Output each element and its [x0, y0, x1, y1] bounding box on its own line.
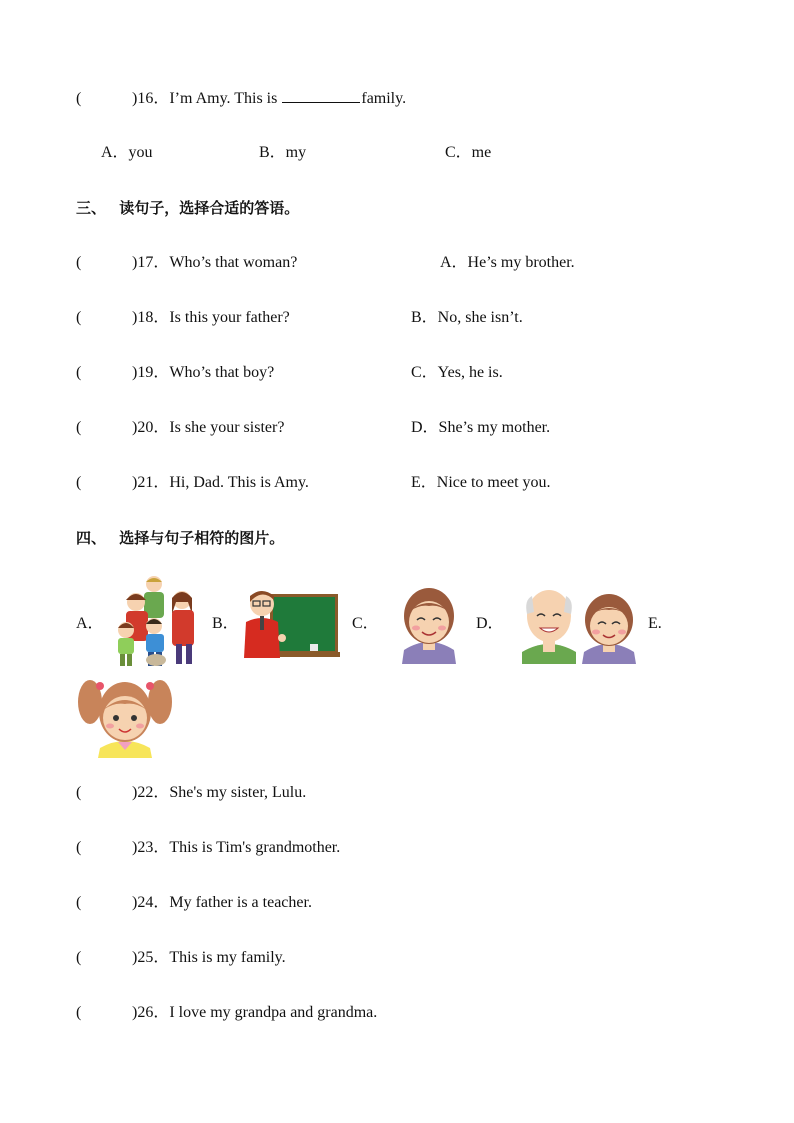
- question-23: ( )23．This is Tim's grandmother.: [76, 839, 341, 856]
- question-17: ( )17．Who’s that woman?: [76, 254, 298, 271]
- answer-b: B．No, she isn’t.: [411, 309, 523, 326]
- answer-paren[interactable]: (: [76, 1004, 82, 1021]
- question-24: ( )24．My father is a teacher.: [76, 894, 312, 911]
- answer-c: C．Yes, he is.: [411, 364, 503, 381]
- teacher-picture: [244, 586, 340, 660]
- section-number: 三、: [76, 199, 107, 217]
- girl-picture: [76, 674, 174, 758]
- answer-paren[interactable]: (: [76, 254, 82, 271]
- answer-a: A．He’s my brother.: [440, 254, 575, 271]
- fill-blank[interactable]: [282, 88, 360, 103]
- question-20: ( )20．Is she your sister?: [76, 419, 285, 436]
- section-title: 选择与句子相符的图片。: [119, 529, 285, 547]
- question-text-after: family.: [361, 90, 407, 107]
- question-26: ( )26．I love my grandpa and grandma.: [76, 1004, 378, 1021]
- pic-label-b: B．: [212, 615, 239, 632]
- answer-paren[interactable]: (: [76, 419, 82, 436]
- grandparents-picture: [520, 578, 638, 664]
- section-4-heading: [76, 528, 284, 548]
- option-b: B．my: [259, 144, 307, 161]
- question-22: ( )22．She's my sister, Lulu.: [76, 784, 307, 801]
- answer-paren[interactable]: (: [76, 90, 82, 107]
- option-c: C．me: [445, 144, 492, 161]
- pic-label-c: C．: [352, 615, 379, 632]
- section-number: 四、: [76, 529, 107, 547]
- question-19: ( )19．Who’s that boy?: [76, 364, 275, 381]
- section-3-heading: [76, 198, 299, 218]
- answer-paren[interactable]: (: [76, 839, 82, 856]
- answer-paren[interactable]: (: [76, 309, 82, 326]
- pic-label-e: E.: [648, 615, 662, 632]
- answer-d: D．She’s my mother.: [411, 419, 551, 436]
- question-number: 16．: [137, 90, 170, 107]
- answer-paren[interactable]: (: [76, 784, 82, 801]
- family-picture: [106, 574, 202, 668]
- option-a: A．you: [101, 144, 153, 161]
- answer-paren[interactable]: (: [76, 949, 82, 966]
- question-25: ( )25．This is my family.: [76, 949, 286, 966]
- question-text-before: I’m Amy. This is: [169, 90, 282, 107]
- pic-label-a: A．: [76, 615, 104, 632]
- answer-paren[interactable]: (: [76, 894, 82, 911]
- answer-paren[interactable]: (: [76, 474, 82, 491]
- pic-label-d: D．: [476, 615, 504, 632]
- question-18: ( )18．Is this your father?: [76, 309, 290, 326]
- grandmother-picture: [398, 578, 460, 664]
- section-title: 读句子，选择合适的答语。: [119, 199, 300, 217]
- answer-e: E．Nice to meet you.: [411, 474, 551, 491]
- answer-paren[interactable]: (: [76, 364, 82, 381]
- question-21: ( )21．Hi, Dad. This is Amy.: [76, 474, 309, 491]
- question-16: ( )16．I’m Amy. This is family.: [76, 90, 407, 107]
